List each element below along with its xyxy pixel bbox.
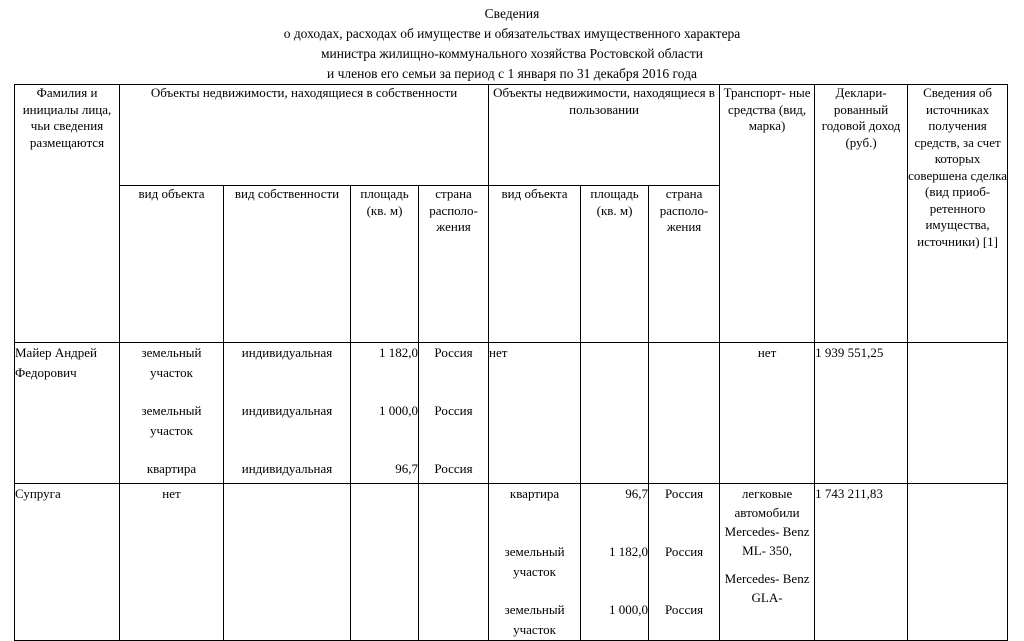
header-source-line-5: средств, [914,134,960,150]
owned-area-value: 96,7 [395,461,418,476]
owned-ownership-form [224,459,350,479]
used-area-value: 96,7 [625,486,649,501]
header-person-name-line-5: размещаются [29,134,105,150]
row-owned-areas [351,343,419,484]
header-group-used-line-1: Объекты недвижимости, [493,85,631,100]
header-used-object-type-label: вид объекта [501,186,568,201]
header-owned-ownership-form-line-2: собственности [257,186,340,201]
header-source-line-8: совершена [908,167,968,183]
row-used-areas [581,343,649,484]
owned-ownership-form-value: индивидуальная [241,345,333,360]
row-owned-countries [419,343,489,484]
header-row-groups [15,85,1008,186]
row-funding-source [908,484,1008,641]
declared-income-value: 1 939 551,25 [815,345,884,360]
owned-object-type-line-1: земельный [141,403,202,418]
row-funding-source [908,343,1008,484]
used-object-type-line-1: земельный [504,602,565,617]
header-owned-object-type-label: вид объекта [138,186,205,201]
table-header [15,85,1008,343]
vehicle-text [720,343,814,362]
used-object-type-line-1: земельный [504,544,565,559]
used-area-value: 1 000,0 [609,602,649,617]
owned-object-type-line-1: квартира [146,461,197,476]
header-owned-country-line-2: располо- [429,202,478,218]
header-group-used-line-2: находящиеся в пользовании [569,85,715,117]
header-source-footnote-marker: [1] [982,233,998,249]
header-income-line-3: годовой [821,118,866,133]
header-source-line-9: сделка (вид [924,167,1007,199]
vehicle-line-2: автомобили [734,505,800,520]
header-vehicles-line-3: средства [727,101,776,117]
header-source-line-12: имущества, [925,217,990,232]
owned-object-type [120,343,223,383]
used-country [649,484,719,524]
header-person-name-line-1: Фамилия [36,85,88,100]
header-used-area [581,186,649,343]
header-used-object-type [489,186,581,343]
header-owned-area-line-1: площадь [360,186,409,201]
used-object-type-line-1: нет [489,345,508,360]
owned-object-type [120,401,223,441]
used-object-type [489,542,580,582]
row-declared-income [815,343,908,484]
owned-area-value: 1 182,0 [379,345,418,360]
row-used-countries [649,484,720,641]
owned-ownership-form-value: индивидуальная [241,403,333,418]
vehicle-line-7: Benz GLA- [751,571,810,605]
owned-area [351,343,418,383]
header-owned-country [419,186,489,343]
header-owned-object-type [120,186,224,343]
row-vehicles [720,484,815,641]
header-income-line-5: (руб.) [845,134,877,150]
row-owned-object-types [120,484,224,641]
header-income-line-4: доход [868,118,901,133]
owned-country [419,401,488,441]
used-object-type [489,484,580,524]
header-funding-sources [908,85,1008,343]
header-used-area-line-1: площадь [590,186,639,201]
row-owned-ownership-forms [224,484,351,641]
vehicle-line-3: Mercedes- [724,524,780,539]
owned-area [351,459,418,479]
header-income-line-2: рованный [833,101,889,117]
vehicle-line-1: легковые [741,486,793,501]
owned-ownership-form [224,343,350,383]
owned-object-type [120,484,223,504]
title-line-1: Сведения [484,6,540,21]
table-row [15,484,1008,641]
owned-country-value: Россия [434,461,473,476]
header-source-line-3: источниках [925,101,990,117]
header-group-owned-line-1: Объекты недвижимости, находящиеся [150,85,364,100]
header-source-line-10: приоб- [952,184,991,199]
title-line-4: и членов его семьи за период с 1 января по 31 декабря 2016 года [327,66,697,81]
header-declared-income [815,85,908,343]
row-declared-income [815,484,908,641]
header-owned-ownership-form-line-1: вид [234,186,255,201]
used-area [581,484,648,524]
header-source-line-7: которых [934,151,981,166]
declared-income-value: 1 743 211,83 [815,486,883,501]
row-person-name [15,484,120,641]
owned-country-value: Россия [434,403,473,418]
header-used-country [649,186,720,343]
used-object-type [489,343,580,363]
title-line-2: о доходах, расходах об имуществе и обязательствах имущественного характера [283,26,741,41]
row-used-object-types [489,484,581,641]
header-source-line-11: ретенного [929,200,986,216]
header-income-line-1: Деклари- [835,85,887,100]
header-person-name-line-3: лица, чьи [30,101,112,133]
header-owned-country-line-1: страна [435,186,472,201]
used-country-value: Россия [664,602,704,617]
header-used-country-line-1: страна [665,186,703,201]
header-owned-ownership-form [224,186,351,343]
document-title-block [0,0,1024,84]
header-vehicles [720,85,815,343]
header-source-line-4: получения [928,118,987,133]
row-person-name-line-2: Андрей [54,345,97,360]
header-group-owned-line-2: в собственности [366,85,458,100]
used-object-type [489,600,580,640]
used-country-value: Россия [664,544,704,559]
declaration-table [14,84,1008,641]
row-owned-areas [351,484,419,641]
header-owned-country-line-3: жения [436,219,471,234]
vehicle-line-4: Benz ML- [742,524,810,558]
used-area-value: 1 182,0 [609,544,649,559]
header-person-name [15,85,120,343]
owned-object-type [120,459,223,479]
owned-object-type-line-1: земельный [141,345,202,360]
used-area [581,600,648,620]
header-vehicles-line-1: Транспорт- [723,85,786,100]
header-group-used-property [489,85,720,186]
used-object-type-line-1: квартира [509,486,560,501]
used-object-type-line-2: участок [513,564,556,579]
row-used-areas [581,484,649,641]
row-person-name-line-1: Супруга [15,486,61,501]
header-owned-area [351,186,419,343]
owned-area-value: 1 000,0 [379,403,418,418]
row-used-countries [649,343,720,484]
declaration-table-container [14,84,1007,641]
owned-ownership-form [224,401,350,441]
vehicle-line-5: 350, [769,543,792,558]
header-owned-area-line-2: (кв. м) [366,202,403,218]
header-used-country-line-3: жения [666,219,702,234]
header-used-area-line-2: (кв. м) [596,202,633,218]
header-vehicles-line-2: ные [789,85,811,100]
vehicle-line-1: нет [757,345,777,360]
header-used-country-line-2: располо- [659,202,709,218]
header-source-line-6: за счет [963,134,1001,150]
row-owned-countries [419,484,489,641]
row-vehicles [720,343,815,484]
row-person-name-line-1: Майер [15,345,52,360]
row-used-object-types [489,343,581,484]
header-person-name-line-4: сведения [53,118,104,133]
header-source-line-13: источники) [917,233,980,249]
used-country [649,542,719,582]
header-source-line-1: Сведения [923,85,976,100]
row-owned-object-types [120,343,224,484]
owned-country [419,343,488,383]
used-area [581,542,648,582]
owned-object-type-line-2: участок [150,365,193,380]
row-person-name-line-3: Федорович [15,365,77,380]
owned-object-type-line-2: участок [150,423,193,438]
row-person-name [15,343,120,484]
table-row [15,343,1008,484]
header-source-line-2: об [978,85,993,100]
owned-area [351,401,418,441]
used-country [649,600,719,620]
header-vehicles-line-4: (вид, марка) [748,101,807,133]
vehicle-line-gap [720,560,814,569]
used-object-type-line-2: участок [513,622,556,637]
owned-object-type-line-1: нет [162,486,181,501]
table-body [15,343,1008,641]
owned-country [419,459,488,479]
used-country-value: Россия [664,486,704,501]
vehicle-line-6: Mercedes- [724,571,780,586]
header-person-name-line-2: и инициалы [22,85,98,117]
title-line-3: министра жилищно-коммунального хозяйства Ростовской области [320,46,704,61]
row-owned-ownership-forms [224,343,351,484]
owned-ownership-form-value: индивидуальная [241,461,333,476]
vehicle-text [720,484,814,607]
owned-country-value: Россия [434,345,473,360]
header-group-owned-property [120,85,489,186]
